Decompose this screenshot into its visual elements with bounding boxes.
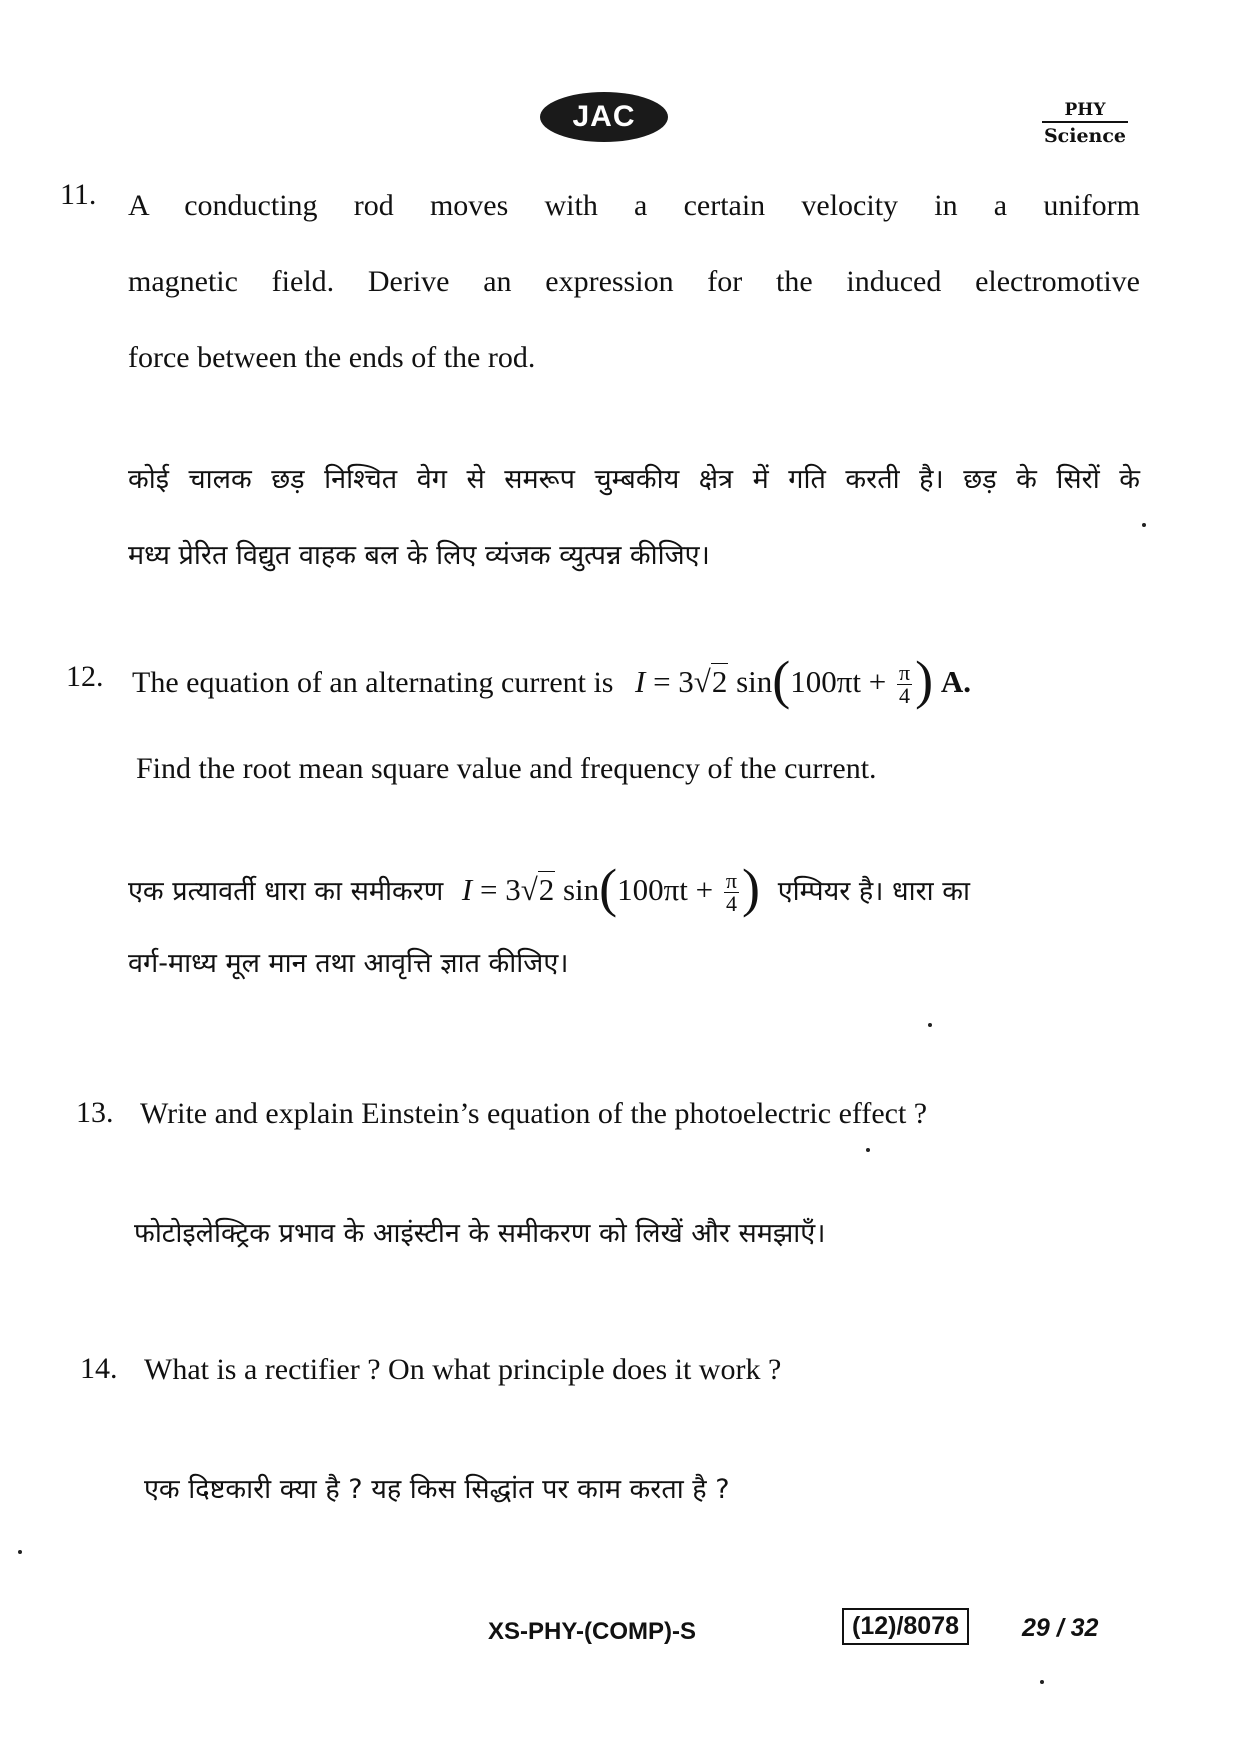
scan-speck: [18, 1550, 22, 1554]
sqrt-icon: √: [693, 664, 711, 699]
question-11-line-3: force between the ends of the rod.: [128, 341, 536, 374]
question-11-number: 11.: [60, 178, 97, 211]
question-14-hindi: एक दिष्टकारी क्या है ? यह किस सिद्धांत पर काम करता है ?: [144, 1474, 730, 1505]
question-12-hindi-pre: एक प्रत्यावर्ती धारा का समीकरण: [128, 876, 444, 907]
eq-equals: =: [653, 664, 671, 699]
left-paren-icon: (: [772, 650, 791, 710]
ac-equation: [634, 650, 971, 710]
eq-coefficient: 3: [678, 664, 694, 699]
right-paren-icon: ): [915, 650, 934, 710]
scan-speck: [1142, 523, 1146, 527]
eq-unit: A.: [940, 664, 971, 699]
question-12-text: The equation of an alternating current is: [132, 666, 614, 699]
scan-speck: [928, 1023, 932, 1027]
question-12-english-line-2: Find the root mean square value and frequency of the current.: [136, 752, 877, 785]
eq-equals-hi: =: [479, 872, 498, 907]
eq-fraction: [897, 662, 912, 707]
left-paren-icon: (: [599, 858, 618, 918]
scan-speck: [866, 1148, 870, 1152]
eq-coefficient-hi: 3: [505, 872, 521, 907]
paper-code: XS-PHY-(COMP)-S: [488, 1618, 697, 1645]
question-12-number: 12.: [66, 660, 104, 693]
question-11-line-1: A conducting rod moves with a certain velocity in a uniform: [128, 189, 1140, 222]
sqrt-icon: √: [520, 872, 538, 907]
question-12-english-line-1: [132, 642, 971, 721]
question-11-hindi-line-2: मध्य प्रेरित विद्युत वाहक बल के लिए व्यंजक व्युत्पन्न कीजिए।: [128, 540, 710, 571]
question-11-english: [128, 168, 1140, 396]
question-14-number: 14.: [80, 1352, 118, 1385]
subject-code: PHY: [1042, 100, 1128, 123]
question-12-hindi-line-1: [128, 850, 970, 930]
eq-arg-hi: 100πt +: [617, 872, 714, 907]
question-13-hindi: फोटोइलेक्ट्रिक प्रभाव के आइंस्टीन के समीकरण को लिखें और समझाएँ।: [134, 1218, 826, 1249]
ac-equation-hindi: [461, 858, 768, 918]
eq-frac-num: π: [898, 660, 911, 686]
eq-fraction-hi: [724, 870, 739, 915]
logo-text: JAC: [572, 100, 636, 133]
eq-radicand-hi: 2: [538, 872, 555, 907]
question-11-hindi-line-1: कोई चालक छड़ निश्चित वेग से समरूप चुम्बकीय क्षेत्र में गति करती है। छड़ के सिरों के: [128, 464, 1140, 495]
eq-func: sin: [736, 664, 773, 699]
question-13-number: 13.: [76, 1096, 114, 1129]
eq-lhs: I: [634, 664, 646, 699]
question-13-english: Write and explain Einstein’s equation of the photoelectric effect ?: [140, 1097, 928, 1130]
eq-frac-den-hi: 4: [725, 891, 737, 917]
eq-radicand: 2: [711, 664, 728, 699]
question-11-line-2: magnetic field. Derive an expression for the induced electromotive: [128, 265, 1140, 298]
question-14-english: What is a rectifier ? On what principle does it work ?: [144, 1353, 782, 1386]
jac-logo: [540, 92, 668, 142]
eq-lhs-hi: I: [461, 872, 473, 907]
subject-name: Science: [1043, 125, 1127, 147]
scan-speck: [1040, 1680, 1044, 1684]
question-12-hindi-line-2: वर्ग-माध्य मूल मान तथा आवृत्ति ज्ञात कीजिए।: [128, 948, 569, 979]
eq-arg: 100πt +: [790, 664, 887, 699]
booklet-code: (12)/8078: [842, 1608, 969, 1645]
right-paren-icon: ): [742, 858, 760, 918]
page-number: 29 / 32: [1022, 1614, 1099, 1642]
eq-frac-num-hi: π: [725, 868, 737, 894]
eq-frac-den: 4: [899, 683, 911, 709]
subject-label: [1030, 100, 1140, 147]
question-12-hindi-post: एम्पियर है। धारा का: [777, 876, 970, 907]
eq-func-hi: sin: [562, 872, 600, 907]
question-11-hindi: [128, 442, 1140, 594]
